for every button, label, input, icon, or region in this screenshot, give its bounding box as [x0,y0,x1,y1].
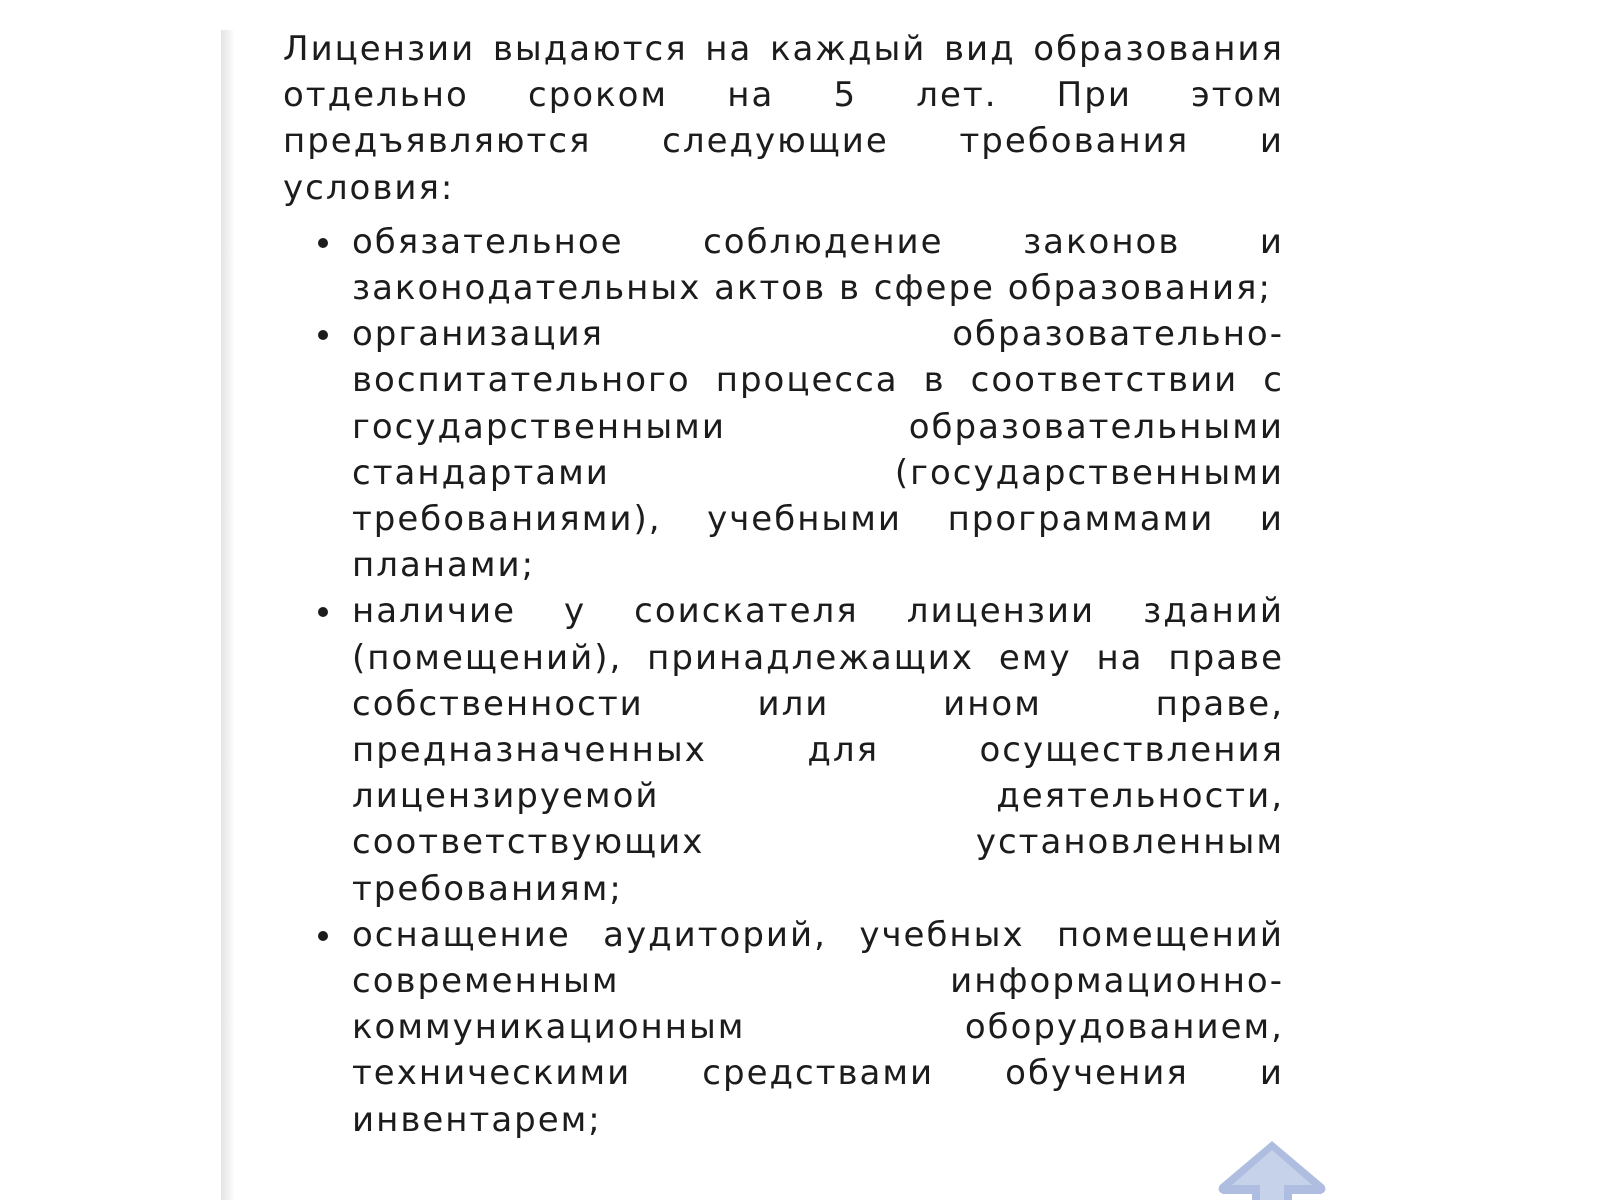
bullet-icon [318,238,328,248]
list-item [283,912,1284,1143]
intro-paragraph: Лицензии выдаются на каждый вид образования отдельно сроком на 5 лет. При этом предъявляются следующие требования и условия: [283,29,1284,208]
list-item-text: обязательное соблюдение законов и законодательных актов в сфере образования; [352,221,1284,309]
requirements-list [283,219,1284,1143]
bullet-icon [318,931,328,941]
list-item-text: оснащение аудиторий, учебных помещений современным информационно-коммуникационным оборудованием, техническими средствами обучения и инвентарем; [352,914,1284,1140]
article-text [283,26,1284,1143]
arrow-up-icon [1212,1138,1332,1200]
list-item [283,219,1284,311]
list-item [283,311,1284,588]
list-item [283,588,1284,911]
bullet-icon [318,330,328,340]
list-item-text: наличие у соискателя лицензии зданий (помещений), принадлежащих ему на праве собственности или ином праве, предназначенных для осуществления лицензируемой деятельности, соответствующих установленным требованиям; [352,591,1284,909]
scroll-to-top-button[interactable] [1212,1138,1332,1200]
list-item-text: организация образовательно-воспитательного процесса в соответствии с государственными образовательными стандартами (государственными требованиями), учебными программами и планами; [352,314,1284,586]
bullet-icon [318,607,328,617]
page-edge-shadow [221,30,235,1200]
